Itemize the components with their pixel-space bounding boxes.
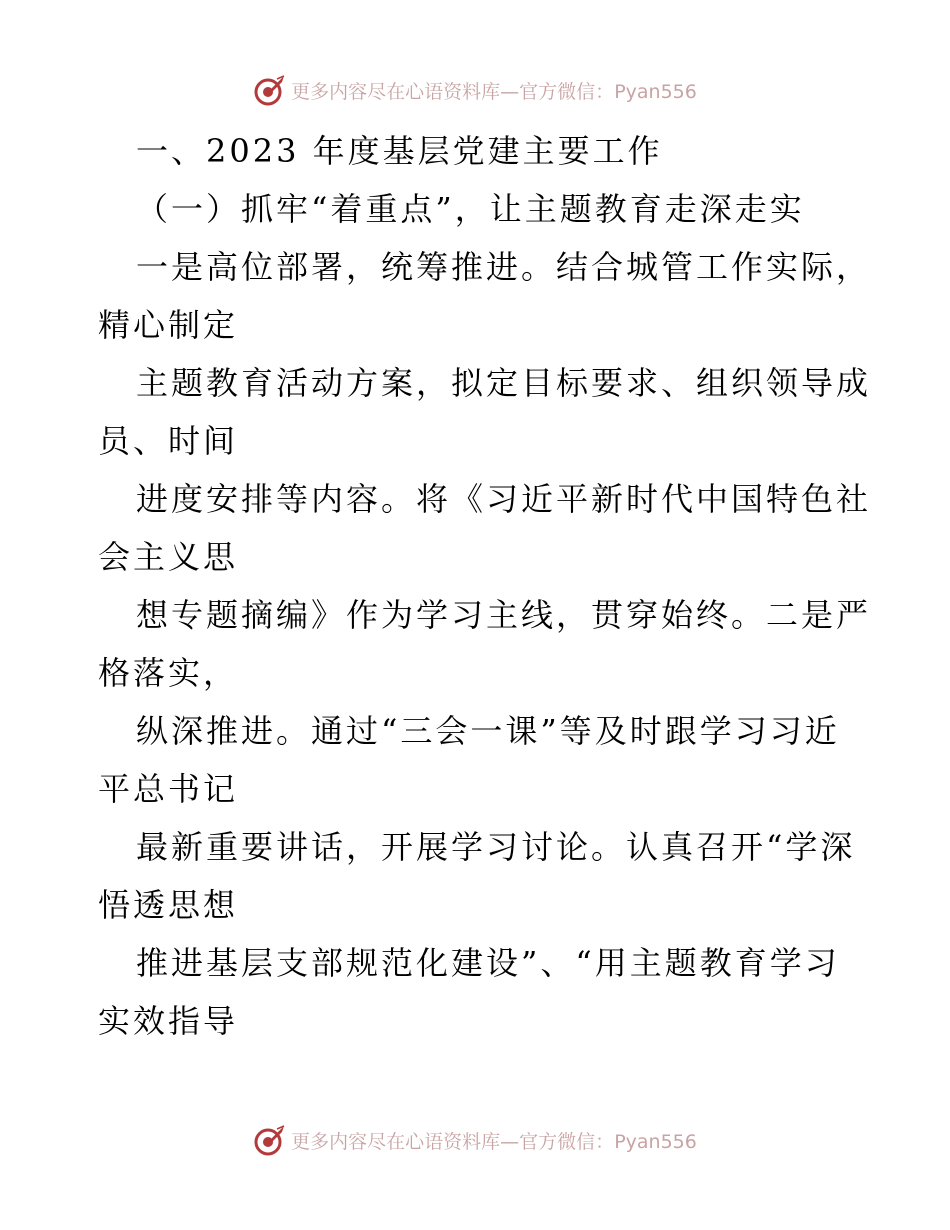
- paragraph-line: 最新重要讲话，开展学习讨论。认真召开“学深: [136, 828, 856, 866]
- paragraph-line: 格落实，: [98, 654, 239, 692]
- paragraph-line: 员、时间: [98, 422, 239, 460]
- paragraph-line: 主题教育活动方案，拟定目标要求、组织领导成: [136, 364, 872, 402]
- footer-banner: [0, 1120, 950, 1160]
- document-body: [98, 122, 872, 1050]
- paragraph-line: 精心制定: [98, 306, 239, 344]
- quill-logo-icon: [253, 1123, 287, 1157]
- paragraph-line: 平总书记: [98, 770, 239, 808]
- paragraph-line: 一是高位部署，统筹推进。结合城管工作实际，: [136, 248, 872, 286]
- banner-wechat-id: Pyan556: [614, 80, 697, 103]
- banner-wechat-id: Pyan556: [614, 1130, 697, 1153]
- banner-brand: 更多内容尽在心语资料库: [291, 1130, 501, 1153]
- paragraph-line: 进度安排等内容。将《习近平新时代中国特色社: [136, 480, 872, 518]
- quill-logo-icon: [253, 73, 287, 107]
- subsection-heading: （一）抓牢“着重点”，让主题教育走深走实: [136, 190, 805, 228]
- paragraph-line: 会主义思: [98, 538, 239, 576]
- banner-text: [291, 1127, 697, 1154]
- banner-wechat-label: 官方微信：: [519, 80, 615, 103]
- banner-wechat-label: 官方微信：: [519, 1130, 615, 1153]
- paragraph-line: 实效指导: [98, 1002, 239, 1040]
- banner-text: [291, 77, 697, 104]
- paragraph-line: 想专题摘编》作为学习主线，贯穿始终。二是严: [136, 596, 872, 634]
- section-heading: 一、2023 年度基层党建主要工作: [136, 132, 663, 170]
- paragraph-line: 纵深推进。通过“三会一课”等及时跟学习习近: [136, 712, 840, 750]
- paragraph-line: 悟透思想: [98, 886, 239, 924]
- paragraph-line: 推进基层支部规范化建设”、“用主题教育学习: [136, 944, 840, 982]
- banner-brand: 更多内容尽在心语资料库: [291, 80, 501, 103]
- header-banner: [0, 70, 950, 110]
- banner-separator: —: [500, 80, 520, 103]
- banner-separator: —: [500, 1130, 520, 1153]
